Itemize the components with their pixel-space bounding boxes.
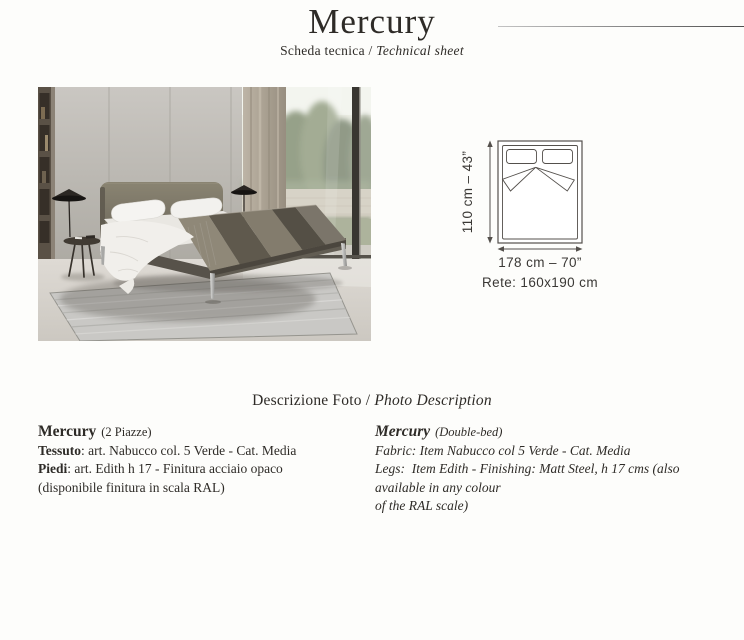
under-bed-shadow	[113, 274, 343, 292]
description-english	[375, 423, 733, 516]
window-mullion	[352, 87, 359, 259]
fabric-value-it: : art. Nabucco col. 5 Verde - Cat. Media	[81, 442, 297, 458]
width-dimension	[498, 246, 583, 270]
pillow-right	[543, 150, 573, 164]
bedroom-photo	[38, 87, 371, 341]
fabric-line-it	[38, 442, 358, 461]
description-italian	[38, 423, 358, 497]
description-heading-english: Photo Description	[374, 392, 492, 409]
bedroom-photo-canvas	[38, 87, 371, 341]
page-title: Mercury	[308, 2, 436, 41]
bookshelf	[38, 87, 55, 259]
product-name-it: Mercury	[38, 423, 97, 440]
header-rule	[498, 26, 744, 27]
product-line-it	[38, 423, 358, 442]
dimension-diagram	[458, 120, 653, 305]
legs-line-it	[38, 460, 358, 479]
page-subtitle	[0, 43, 744, 59]
dimension-diagram-canvas	[458, 120, 653, 305]
fabric-line-en: Fabric: Item Nabucco col 5 Verde - Cat. Media	[375, 442, 631, 458]
product-variant-en: (Double-bed)	[435, 425, 503, 439]
product-name-en: Mercury	[375, 423, 431, 440]
bed-top-view	[498, 141, 582, 243]
product-variant-it: (2 Piazze)	[101, 425, 152, 439]
mullion-highlight	[359, 87, 361, 259]
product-line-en	[375, 423, 733, 442]
finish-note-it: (disponibile finitura in scala RAL)	[38, 479, 225, 495]
subtitle-english: Technical sheet	[376, 43, 464, 58]
height-dimension-label: 110 cm – 43”	[460, 150, 475, 234]
legs-line-en: Legs: Item Edith - Finishing: Matt Steel, h 17 cms (also available in any colour	[375, 461, 683, 495]
fabric-label-it: Tessuto	[38, 442, 82, 458]
legs-line-en-cont: of the RAL scale)	[375, 498, 469, 513]
net-size-label: Rete: 160x190 cm	[482, 275, 598, 290]
subtitle-italian: Scheda tecnica	[280, 43, 365, 58]
width-dimension-label: 178 cm – 70”	[498, 255, 582, 270]
description-heading	[0, 392, 744, 410]
rug	[50, 273, 357, 341]
subtitle-separator: /	[364, 43, 377, 58]
description-heading-italian: Descrizione Foto	[252, 392, 362, 409]
description-heading-separator: /	[361, 392, 375, 409]
height-dimension	[460, 141, 493, 244]
pillow-left	[507, 150, 537, 164]
legs-value-it: : art. Edith h 17 - Finitura acciaio opaco	[67, 461, 283, 476]
legs-label-it: Piedi	[38, 461, 68, 476]
